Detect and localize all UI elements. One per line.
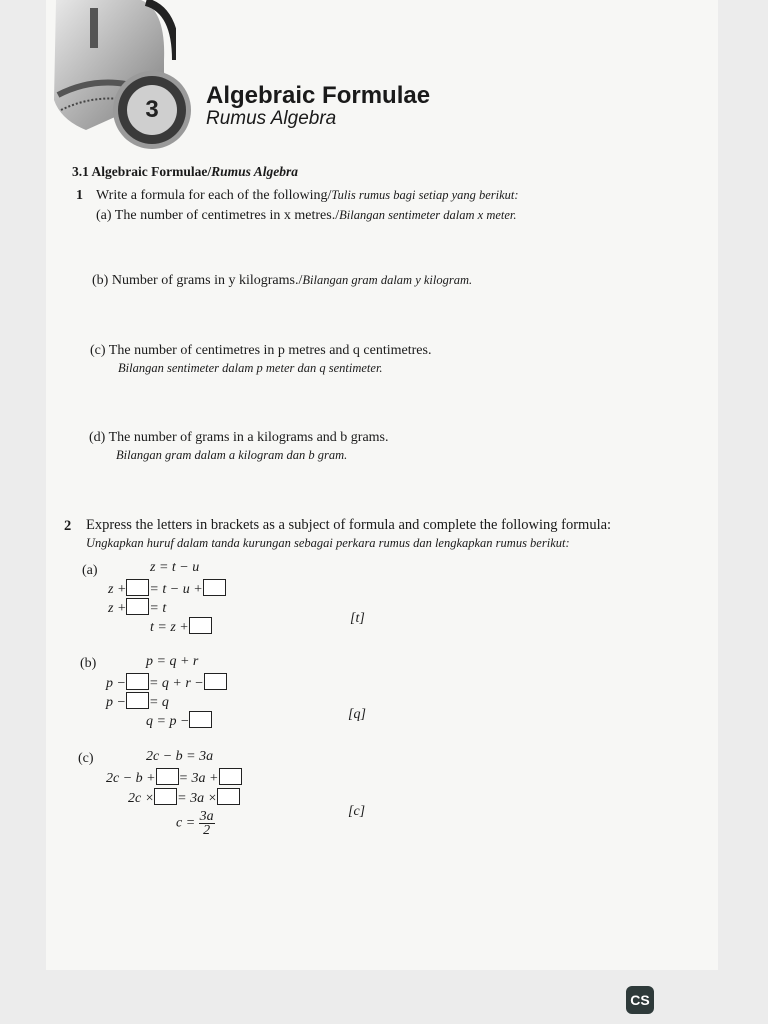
q2-number: 2 [64, 518, 72, 534]
q1-part-a-text: The number of centimetres in x metres./ [114, 208, 340, 223]
q2-b-line4 [146, 711, 212, 730]
answer-box[interactable] [126, 673, 149, 690]
camscanner-logo: CS [626, 986, 654, 1014]
section-heading-ms: Rumus Algebra [211, 164, 299, 179]
q2-b-line3-right: = q [148, 695, 169, 710]
chapter-number: 3 [127, 85, 177, 135]
q1-part-b [92, 273, 472, 289]
q2-b-line1: p = q + r [146, 654, 199, 669]
chapter-subtitle: Rumus Algebra [206, 108, 337, 129]
q2-a-line3 [108, 598, 166, 617]
q2-b-line2 [106, 673, 227, 692]
q1-part-b-text: Number of grams in y kilograms./ [111, 273, 303, 288]
q2-a-line3-left: z + [108, 601, 127, 616]
answer-box[interactable] [189, 711, 212, 728]
answer-box[interactable] [219, 768, 242, 785]
fraction-denominator: 2 [203, 823, 211, 838]
q2-a-line2-right: = t − u + [149, 582, 203, 597]
q2-c-subject: [c] [348, 804, 366, 819]
chapter-number-badge [118, 76, 186, 144]
q2-a-label: (a) [82, 563, 98, 578]
q2-c-line2-right: = 3a + [178, 771, 219, 786]
section-heading-en: 3.1 Algebraic Formulae/ [72, 164, 212, 179]
q2-c-label: (c) [78, 751, 94, 766]
q2-prompt-en: Express the letters in brackets as a subject of formula and complete the following formula: [86, 517, 612, 533]
q1-prompt-ms: Tulis rumus bagi setiap yang berikut: [331, 188, 519, 202]
q2-c-line2 [106, 768, 242, 787]
q2-b-line3 [106, 692, 169, 711]
q2-b-subject: [q] [348, 707, 366, 722]
answer-box[interactable] [203, 579, 226, 596]
q2-b-line3-left: p − [106, 695, 126, 710]
q2-a-subject: [t] [350, 611, 365, 626]
section-heading [72, 164, 298, 180]
q1-part-c-label: (c) [90, 343, 106, 358]
q1-part-b-text-ms: Bilangan gram dalam y kilogram. [302, 273, 473, 287]
q2-b-line4-text: q = p − [146, 714, 190, 729]
q1-part-a [96, 208, 517, 224]
q1-prompt [96, 188, 519, 204]
q1-part-d-text-ms: Bilangan gram dalam a kilogram dan b gram. [116, 448, 348, 462]
chapter-title: Algebraic Formulae [206, 82, 431, 109]
q1-number: 1 [76, 188, 83, 203]
q1-part-a-text-ms: Bilangan sentimeter dalam x meter. [339, 208, 517, 222]
q2-a-line4-text: t = z + [150, 620, 189, 635]
q2-a-line3-right: = t [149, 601, 167, 616]
answer-box[interactable] [126, 598, 149, 615]
answer-box[interactable] [126, 692, 149, 709]
q2-c-line3-right: = 3a × [177, 791, 218, 806]
q1-part-d [89, 430, 389, 446]
q1-part-d-label: (d) [89, 430, 106, 445]
q1-part-a-label: (a) [96, 208, 112, 223]
q2-a-line4 [150, 617, 212, 636]
answer-box[interactable] [189, 617, 212, 634]
answer-box[interactable] [217, 788, 240, 805]
q2-c-line3-left: 2c × [128, 791, 155, 806]
q2-a-line1: z = t − u [150, 560, 200, 575]
answer-box[interactable] [154, 788, 177, 805]
answer-box[interactable] [126, 579, 149, 596]
fraction-numerator: 3a [199, 809, 214, 824]
q2-prompt-ms: Ungkapkan huruf dalam tanda kurungan sebagai perkara rumus dan lengkapkan rumus berikut: [86, 536, 570, 550]
q2-b-line2-left: p − [106, 676, 126, 691]
q1-part-c-text-ms: Bilangan sentimeter dalam p meter dan q sentimeter. [118, 361, 383, 375]
q2-a-line2-left: z + [108, 582, 127, 597]
q2-c-line4-text: c = [176, 815, 196, 831]
fraction [199, 810, 215, 837]
answer-box[interactable] [156, 768, 179, 785]
worksheet-page [46, 0, 718, 970]
q1-part-c-text: The number of centimetres in p metres and q centimetres. [108, 343, 432, 358]
q2-c-line3 [128, 788, 240, 807]
q1-part-b-label: (b) [92, 273, 109, 288]
q2-c-line2-left: 2c − b + [106, 771, 156, 786]
q1-prompt-en: Write a formula for each of the following/ [96, 188, 332, 203]
q2-b-label: (b) [80, 656, 97, 671]
q2-a-line2 [108, 579, 226, 598]
q1-part-d-text: The number of grams in a kilograms and b grams. [108, 430, 389, 445]
q1-part-c [90, 343, 431, 359]
q2-c-line1: 2c − b = 3a [146, 749, 214, 764]
q2-c-line4 [176, 810, 215, 837]
answer-box[interactable] [204, 673, 227, 690]
q2-b-line2-right: = q + r − [148, 676, 204, 691]
